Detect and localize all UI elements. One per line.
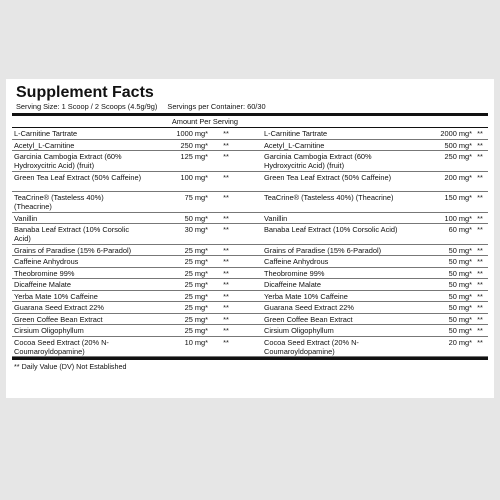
- amount-one-scoop: 10 mg*: [184, 337, 208, 347]
- amount-two-scoops: 50 mg*: [448, 245, 472, 255]
- dv-two-scoops: **: [477, 152, 483, 161]
- ingredient-row: [12, 172, 488, 193]
- ingredient-name-two-scoops: Cocoa Seed Extract (20% N-Coumaroyldopamine): [264, 337, 359, 356]
- dv-two-scoops: **: [477, 213, 483, 223]
- ingredient-row: [12, 325, 488, 337]
- amount-two-scoops: 50 mg*: [448, 314, 472, 324]
- amount-one-scoop: 25 mg*: [184, 303, 208, 312]
- ingredient-name-two-scoops: Green Tea Leaf Extract (50% Caffeine): [264, 172, 392, 182]
- dv-two-scoops: **: [477, 225, 483, 234]
- ingredient-table: [12, 128, 488, 357]
- ingredient-name: L-Carnitine Tartrate: [14, 129, 78, 138]
- amount-one-scoop: 25 mg*: [184, 257, 208, 266]
- column-gap: [244, 151, 264, 152]
- ingredient-row: [12, 192, 488, 213]
- dv-one-scoop: **: [223, 172, 229, 182]
- ingredient-name-two-scoops: Green Coffee Bean Extract: [264, 314, 353, 324]
- amount-one-scoop: 25 mg*: [184, 268, 208, 278]
- amount-two-scoops: 50 mg*: [448, 268, 472, 278]
- column-gap: [244, 256, 264, 257]
- amount-two-scoops: 2000 mg*: [440, 129, 472, 138]
- amount-one-scoop: 25 mg*: [184, 280, 208, 289]
- dv-two-scoops: **: [477, 303, 483, 312]
- column-gap: [244, 302, 264, 303]
- amount-per-serving-header: Amount Per Serving: [171, 117, 238, 126]
- column-gap: [244, 325, 264, 326]
- ingredient-name-two-scoops: Guarana Seed Extract 22%: [264, 303, 354, 312]
- dv-one-scoop: **: [223, 257, 229, 266]
- dv-one-scoop: **: [223, 129, 229, 138]
- serving-size: Serving Size: 1 Scoop / 2 Scoops (4.5g/9g): [16, 102, 158, 111]
- column-gap: [244, 172, 264, 173]
- ingredient-name: Dicaffeine Malate: [14, 280, 71, 289]
- dv-one-scoop: **: [223, 314, 229, 324]
- ingredient-row: [12, 314, 488, 326]
- dv-two-scoops: **: [477, 193, 483, 202]
- ingredient-name-two-scoops: Garcinia Cambogia Extract (60% Hydroxycitric Acid) (fruit): [264, 152, 372, 170]
- ingredient-row: [12, 279, 488, 291]
- column-gap: [244, 192, 264, 193]
- amount-two-scoops: 200 mg*: [444, 172, 472, 182]
- dv-one-scoop: **: [223, 213, 229, 223]
- ingredient-name: Green Tea Leaf Extract (50% Caffeine): [14, 172, 142, 182]
- servings-per-container: Servings per Container: 60/30: [167, 102, 266, 111]
- ingredient-name: Guarana Seed Extract 22%: [14, 303, 104, 312]
- column-gap: [244, 337, 264, 338]
- ingredient-row: [12, 302, 488, 314]
- ingredient-row: [12, 128, 488, 140]
- amount-two-scoops: 150 mg*: [444, 193, 472, 202]
- serving-info: [16, 102, 488, 112]
- ingredient-row: [12, 224, 488, 245]
- column-gap: [244, 268, 264, 269]
- dv-two-scoops: **: [477, 326, 483, 335]
- dv-one-scoop: **: [223, 193, 229, 202]
- dv-one-scoop: **: [223, 140, 229, 150]
- ingredient-name: Caffeine Anhydrous: [14, 257, 79, 266]
- dv-two-scoops: **: [477, 291, 483, 301]
- ingredient-name: Banaba Leaf Extract (10% Corsolic Acid): [14, 225, 130, 243]
- ingredient-name: Grains of Paradise (15% 6-Paradol): [14, 245, 132, 255]
- dv-one-scoop: **: [223, 291, 229, 301]
- column-gap: [244, 224, 264, 225]
- column-gap: [244, 213, 264, 214]
- ingredient-name: TeaCrine® (Tasteless 40%) (Theacrine): [14, 193, 104, 211]
- ingredient-name-two-scoops: Theobromine 99%: [264, 268, 325, 278]
- dv-two-scoops: **: [477, 337, 483, 347]
- ingredient-name-two-scoops: Acetyl_L-Carnitine: [264, 140, 325, 150]
- dv-two-scoops: **: [477, 140, 483, 150]
- amount-two-scoops: 500 mg*: [444, 140, 472, 150]
- ingredient-name-two-scoops: TeaCrine® (Tasteless 40%) (Theacrine): [264, 193, 394, 202]
- ingredient-name: Cirsium Oligophyllum: [14, 326, 84, 335]
- dv-one-scoop: **: [223, 268, 229, 278]
- supplement-facts-title: Supplement Facts: [16, 84, 154, 101]
- amount-one-scoop: 1000 mg*: [176, 129, 208, 138]
- ingredient-name: Acetyl_L-Carnitine: [14, 140, 75, 150]
- dv-one-scoop: **: [223, 152, 229, 161]
- dv-two-scoops: **: [477, 129, 483, 138]
- ingredient-name-two-scoops: Grains of Paradise (15% 6-Paradol): [264, 245, 382, 255]
- amount-two-scoops: 50 mg*: [448, 257, 472, 266]
- column-gap: [244, 128, 264, 129]
- amount-one-scoop: 25 mg*: [184, 245, 208, 255]
- ingredient-row: [12, 337, 488, 358]
- dv-one-scoop: **: [223, 225, 229, 234]
- column-gap: [244, 279, 264, 280]
- amount-two-scoops: 250 mg*: [444, 152, 472, 161]
- ingredient-row: [12, 256, 488, 268]
- ingredient-name-two-scoops: Yerba Mate 10% Caffeine: [264, 291, 348, 301]
- amount-two-scoops: 50 mg*: [448, 326, 472, 335]
- amount-one-scoop: 100 mg*: [180, 172, 208, 182]
- amount-two-scoops: 100 mg*: [444, 213, 472, 223]
- amount-one-scoop: 25 mg*: [184, 291, 208, 301]
- ingredient-row: [12, 140, 488, 152]
- ingredient-name-two-scoops: Vanillin: [264, 213, 288, 223]
- ingredient-name: Yerba Mate 10% Caffeine: [14, 291, 98, 301]
- column-header-row: [12, 116, 488, 128]
- dv-two-scoops: **: [477, 172, 483, 182]
- dv-two-scoops: **: [477, 245, 483, 255]
- ingredient-row: [12, 151, 488, 172]
- amount-two-scoops: 60 mg*: [448, 225, 472, 234]
- ingredient-row: [12, 291, 488, 303]
- amount-one-scoop: 50 mg*: [184, 213, 208, 223]
- amount-two-scoops: 20 mg*: [448, 337, 472, 347]
- amount-one-scoop: 75 mg*: [184, 193, 208, 202]
- amount-one-scoop: 25 mg*: [184, 314, 208, 324]
- supplement-facts-panel: [6, 79, 494, 398]
- ingredient-name: Garcinia Cambogia Extract (60% Hydroxycitric Acid) (fruit): [14, 152, 122, 170]
- dv-one-scoop: **: [223, 245, 229, 255]
- amount-one-scoop: 125 mg*: [180, 152, 208, 161]
- dv-one-scoop: **: [223, 337, 229, 347]
- daily-value-footnote: ** Daily Value (DV) Not Established: [14, 362, 127, 371]
- ingredient-name-two-scoops: Cirsium Oligophyllum: [264, 326, 334, 335]
- column-gap: [244, 140, 264, 141]
- ingredient-name: Vanillin: [14, 213, 38, 223]
- dv-one-scoop: **: [223, 326, 229, 335]
- column-gap: [244, 291, 264, 292]
- dv-one-scoop: **: [223, 280, 229, 289]
- ingredient-name: Theobromine 99%: [14, 268, 75, 278]
- footer-divider: [12, 357, 488, 360]
- ingredient-row: [12, 268, 488, 280]
- ingredient-name-two-scoops: Caffeine Anhydrous: [264, 257, 329, 266]
- amount-two-scoops: 50 mg*: [448, 291, 472, 301]
- dv-two-scoops: **: [477, 257, 483, 266]
- ingredient-name-two-scoops: Dicaffeine Malate: [264, 280, 321, 289]
- dv-two-scoops: **: [477, 314, 483, 324]
- column-gap: [244, 314, 264, 315]
- ingredient-name-two-scoops: Banaba Leaf Extract (10% Corsolic Acid): [264, 225, 398, 234]
- amount-two-scoops: 50 mg*: [448, 303, 472, 312]
- dv-two-scoops: **: [477, 280, 483, 289]
- column-gap: [244, 245, 264, 246]
- amount-one-scoop: 30 mg*: [184, 225, 208, 234]
- ingredient-row: [12, 213, 488, 225]
- amount-one-scoop: 25 mg*: [184, 326, 208, 335]
- ingredient-name: Cocoa Seed Extract (20% N-Coumaroyldopamine): [14, 337, 109, 356]
- ingredient-row: [12, 245, 488, 257]
- amount-two-scoops: 50 mg*: [448, 280, 472, 289]
- ingredient-name: Green Coffee Bean Extract: [14, 314, 103, 324]
- dv-one-scoop: **: [223, 303, 229, 312]
- amount-one-scoop: 250 mg*: [180, 140, 208, 150]
- dv-two-scoops: **: [477, 268, 483, 278]
- ingredient-name-two-scoops: L-Carnitine Tartrate: [264, 129, 328, 138]
